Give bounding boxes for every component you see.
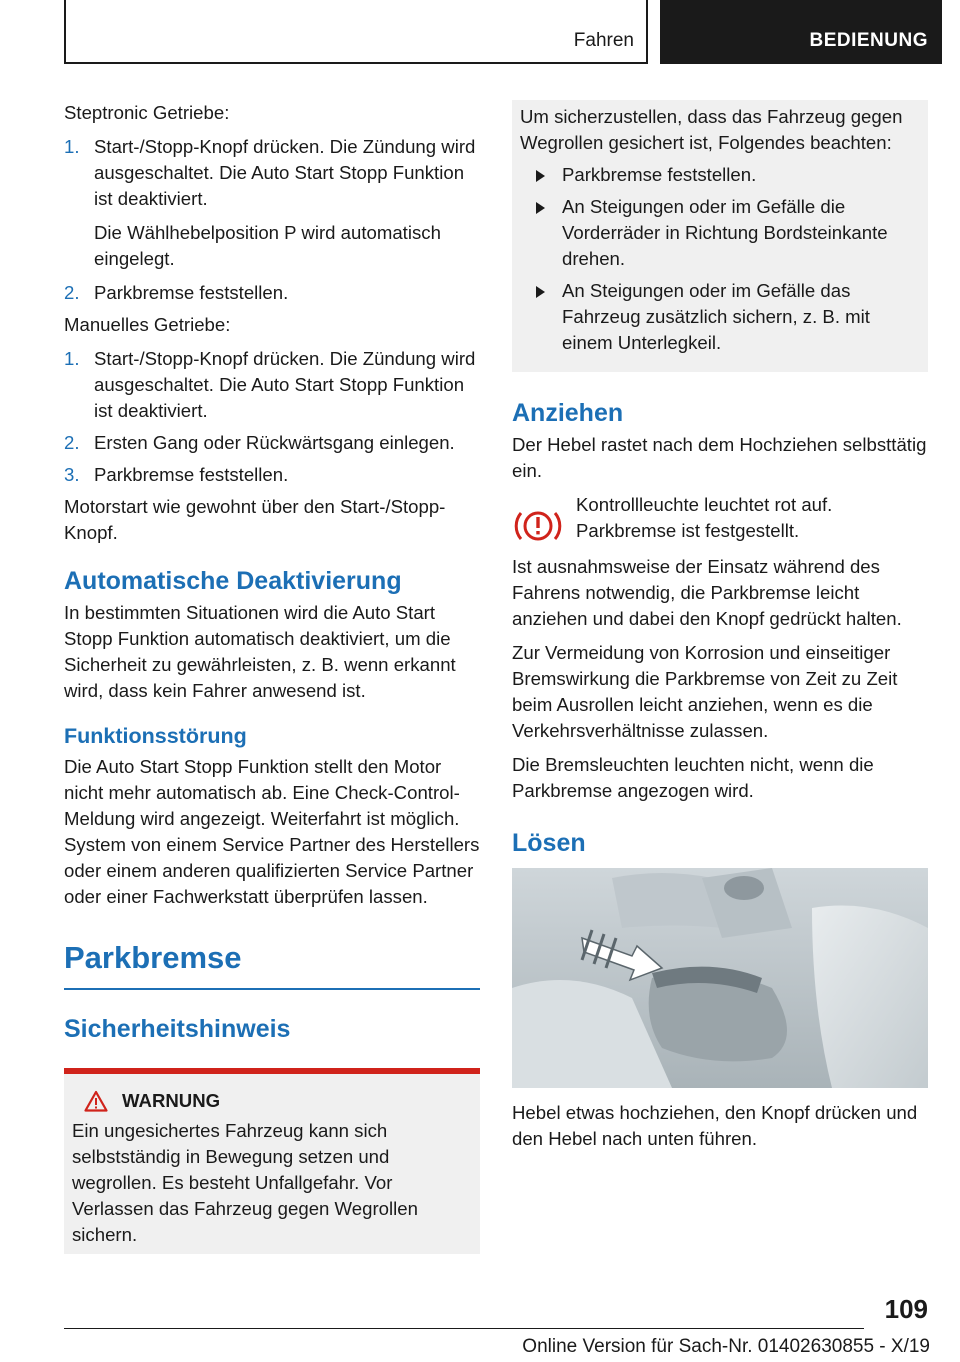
step-extra-text: Die Wählhebelposition P wird automatisch eingelegt.: [94, 222, 441, 269]
motorstart-text: Motorstart wie gewohnt über den Start-/Stopp-Knopf.: [64, 496, 446, 543]
triangle-bullet-icon: [536, 202, 545, 214]
list-item: [536, 194, 920, 272]
warning-triangle-icon: [84, 1090, 108, 1112]
steptronic-steps: [64, 134, 480, 306]
list-item: [64, 430, 480, 456]
auto-deactivation-heading: Automatische Deaktivierung: [64, 567, 402, 595]
list-item: [536, 278, 920, 356]
image-caption: Hebel etwas hochziehen, den Knopf drücken und den Hebel nach unten führen.: [512, 1102, 918, 1149]
list-item-text: An Steigungen oder im Gefälle das Fahrzeug zusätzlich sichern, z. B. mit einem Unterlegkeil.: [562, 280, 870, 353]
list-item-text: Parkbremse feststellen.: [562, 164, 757, 185]
warning-box: [64, 1068, 480, 1254]
fault-heading: Funktionsstörung: [64, 724, 247, 748]
list-item: [64, 346, 480, 424]
info-box-list: [520, 162, 920, 356]
page-number: 109: [884, 1294, 928, 1324]
warning-title: WARNUNG: [122, 1090, 221, 1111]
manual-steps: [64, 346, 480, 488]
parking-brake-warning-icon: [512, 506, 564, 546]
triangle-bullet-icon: [536, 170, 545, 182]
parkbremse-heading: Parkbremse: [64, 938, 480, 990]
fault-text: Die Auto Start Stopp Funktion stellt den Motor nicht mehr automatisch ab. Eine Check-Control-Meldung wird angezeigt. Weiterfahrt ist möglich. System von einem Service Partner des Herstellers oder einem anderen qualifizierten Service Partner oder einer Fachwerkstatt überprüfen lassen.: [64, 756, 480, 907]
step-text: Start-/Stopp-Knopf drücken. Die Zündung wird ausgeschaltet. Die Auto Start Stopp Funktion ist deaktiviert.: [94, 136, 476, 209]
info-box: [512, 100, 928, 372]
indicator-row: [512, 492, 928, 546]
footer-divider: [64, 1328, 864, 1329]
step-text: Start-/Stopp-Knopf drücken. Die Zündung wird ausgeschaltet. Die Auto Start Stopp Funktion ist deaktiviert.: [94, 348, 476, 421]
paragraph: Zur Vermeidung von Korrosion und einseitiger Bremswirkung die Parkbremse von Zeit zu Zeit beim Ausrollen leicht anziehen, wenn es die Verkehrsverhältnisse zulassen.: [512, 642, 898, 741]
step-number: 3.: [64, 464, 80, 485]
header-chapter-title: BEDIENUNG: [809, 30, 928, 51]
steptronic-label: Steptronic Getriebe:: [64, 102, 230, 123]
paragraph: Ist ausnahmsweise der Einsatz während des Fahrens notwendig, die Parkbremse leicht anziehen und dabei den Knopf gedrückt halten.: [512, 556, 902, 629]
warning-header: [72, 1088, 472, 1114]
header-section-title: Fahren: [573, 30, 634, 51]
step-text: Parkbremse feststellen.: [94, 464, 289, 485]
right-column: [512, 100, 928, 1160]
warning-text: Ein ungesichertes Fahrzeug kann sich selbstständig in Bewegung setzen und wegrollen. Es besteht Unfallgefahr. Vor Verlassen das Fahrzeug gegen Wegrollen sichern.: [72, 1120, 418, 1245]
list-item: [536, 162, 920, 188]
loesen-heading: Lösen: [512, 829, 586, 857]
auto-deactivation-text: In bestimmten Situationen wird die Auto Start Stopp Funktion automatisch deaktiviert, um die Sicherheit zu gewährleisten, z. B. wenn erkannt wird, dass kein Fahrer anwesend ist.: [64, 602, 456, 701]
step-number: 1.: [64, 136, 80, 157]
paragraph: Die Bremsleuchten leuchten nicht, wenn die Parkbremse angezogen wird.: [512, 754, 874, 801]
left-column: [64, 100, 480, 1254]
anziehen-heading: Anziehen: [512, 399, 624, 427]
step-text: Ersten Gang oder Rückwärtsgang einlegen.: [94, 432, 455, 453]
footer-online-version: Online Version für Sach-Nr. 01402630855 - X/19: [522, 1336, 930, 1357]
list-item: [64, 134, 480, 272]
parking-brake-lever-photo: [512, 868, 928, 1088]
step-number: 1.: [64, 348, 80, 369]
header-chapter-box: [660, 0, 942, 64]
step-number: 2.: [64, 432, 80, 453]
list-item-text: An Steigungen oder im Gefälle die Vorderräder in Richtung Bordsteinkante drehen.: [562, 196, 888, 269]
list-item: [64, 462, 480, 488]
triangle-bullet-icon: [536, 286, 545, 298]
anziehen-text: Der Hebel rastet nach dem Hochziehen selbsttätig ein.: [512, 434, 927, 481]
indicator-text: Kontrollleuchte leuchtet rot auf. Parkbremse ist festgestellt.: [576, 494, 833, 541]
step-number: 2.: [64, 282, 80, 303]
list-item: [64, 280, 480, 306]
header-section-box: [64, 0, 648, 64]
safety-heading: Sicherheitshinweis: [64, 1015, 291, 1043]
manual-label: Manuelles Getriebe:: [64, 314, 231, 335]
step-text: Parkbremse feststellen.: [94, 282, 289, 303]
info-box-intro: Um sicherzustellen, dass das Fahrzeug gegen Wegrollen gesichert ist, Folgendes beachten:: [520, 106, 903, 153]
